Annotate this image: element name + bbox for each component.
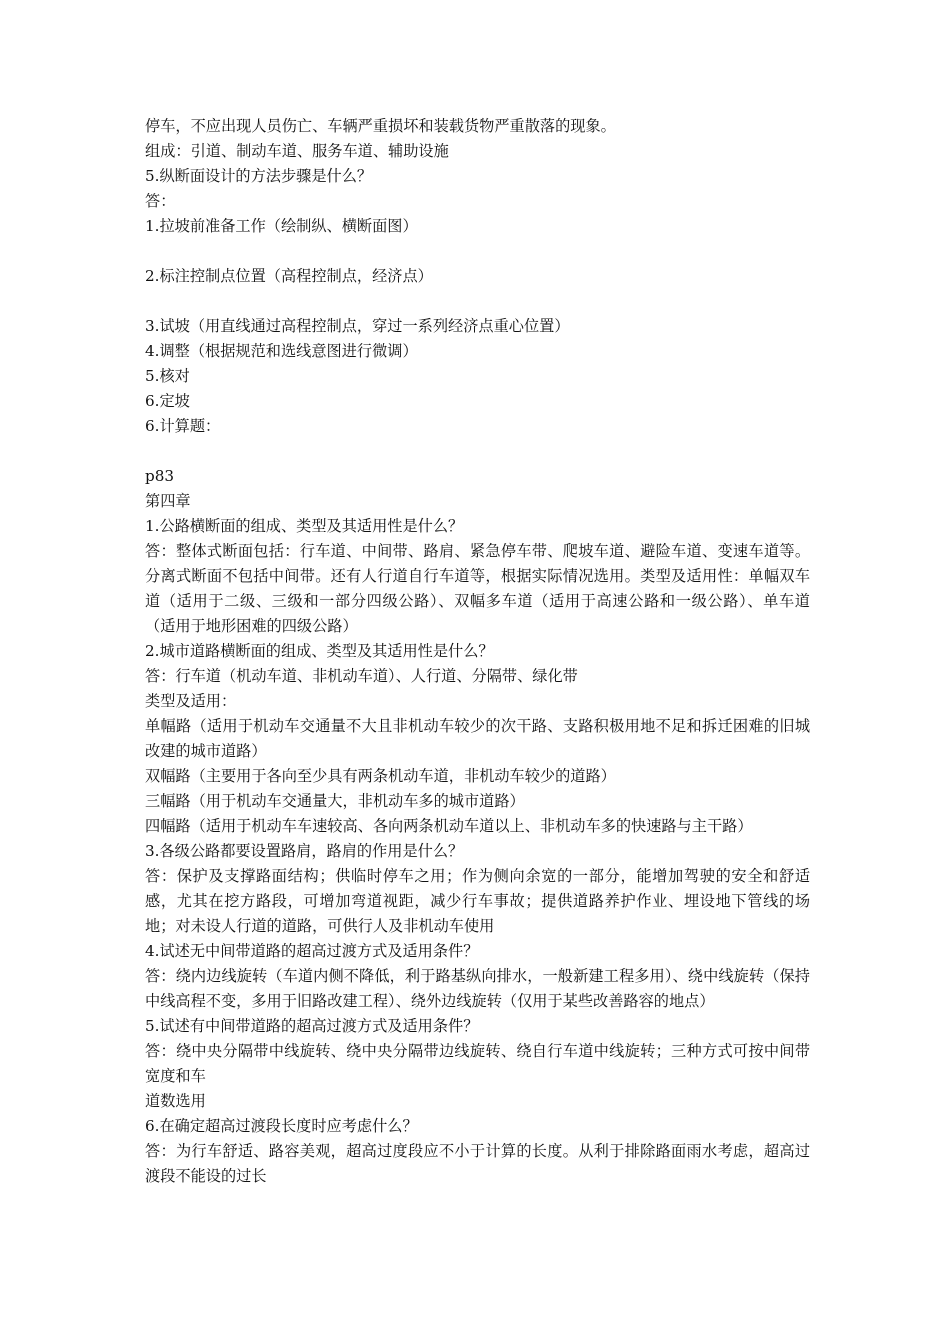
blank-line <box>145 439 810 464</box>
question-heading: 3.各级公路都要设置路肩，路肩的作用是什么？ <box>145 842 464 860</box>
text-line: 道数选用 <box>145 1092 206 1110</box>
page-reference: p83 <box>145 467 175 485</box>
step-item: 2.标注控制点位置（高程控制点，经济点） <box>145 267 433 285</box>
step-item: 5.核对 <box>145 367 190 385</box>
blank-line <box>145 289 810 314</box>
text-line: 四幅路（适用于机动车车速较高、各向两条机动车道以上、非机动车多的快速路与主干路） <box>145 817 753 835</box>
question-heading: 6.计算题： <box>145 417 221 435</box>
text-line: 类型及适用： <box>145 692 237 710</box>
document-page <box>145 114 810 1189</box>
step-item: 3.试坡（用直线通过高程控制点，穿过一系列经济点重心位置） <box>145 317 570 335</box>
question-heading: 6.在确定超高过渡段长度时应考虑什么？ <box>145 1117 418 1135</box>
chapter-heading: 第四章 <box>145 492 191 510</box>
text-paragraph: 单幅路（适用于机动车交通量不大且非机动车较少的次干路、支路积极用地不足和拆迁困难的旧城改建的城市道路） <box>145 717 810 760</box>
text-line: 三幅路（用于机动车交通量大，非机动车多的城市道路） <box>145 792 525 810</box>
question-heading: 1.公路横断面的组成、类型及其适用性是什么？ <box>145 517 464 535</box>
question-heading: 4.试述无中间带道路的超高过渡方式及适用条件？ <box>145 942 479 960</box>
step-item: 1.拉坡前准备工作（绘制纵、横断面图） <box>145 217 418 235</box>
answer-paragraph: 答：行车道（机动车道、非机动车道）、人行道、分隔带、绿化带 <box>145 667 578 685</box>
text-line: 双幅路（主要用于各向至少具有两条机动车道，非机动车较少的道路） <box>145 767 616 785</box>
answer-paragraph: 答：整体式断面包括：行车道、中间带、路肩、紧急停车带、爬坡车道、避险车道、变速车道等。分离式断面不包括中间带。还有人行道自行车道等，根据实际情况选用。类型及适用性：单幅双车道（适用于二级、三级和一部分四级公路）、双幅多车道（适用于高速公路和一级公路）、单车道（适用于地形困难的四级公路） <box>145 542 810 635</box>
answer-paragraph: 答：绕内边线旋转（车道内侧不降低，利于路基纵向排水，一般新建工程多用）、绕中线旋转（保持中线高程不变，多用于旧路改建工程）、绕外边线旋转（仅用于某些改善路容的地点） <box>145 967 810 1010</box>
question-heading: 5.纵断面设计的方法步骤是什么？ <box>145 167 373 185</box>
question-heading: 2.城市道路横断面的组成、类型及其适用性是什么？ <box>145 642 494 660</box>
answer-label: 答： <box>145 192 176 210</box>
question-heading: 5.试述有中间带道路的超高过渡方式及适用条件？ <box>145 1017 479 1035</box>
answer-paragraph: 答：为行车舒适、路容美观，超高过度段应不小于计算的长度。从利于排除路面雨水考虑，超高过渡段不能设的过长 <box>145 1142 810 1185</box>
step-item: 4.调整（根据规范和选线意图进行微调） <box>145 342 418 360</box>
answer-paragraph: 答：绕中央分隔带中线旋转、绕中央分隔带边线旋转、绕自行车道中线旋转；三种方式可按中间带宽度和车 <box>145 1042 810 1085</box>
step-item: 6.定坡 <box>145 392 190 410</box>
answer-paragraph: 答：保护及支撑路面结构；供临时停车之用；作为侧向余宽的一部分，能增加驾驶的安全和舒适感，尤其在挖方路段，可增加弯道视距，减少行车事故；提供道路养护作业、埋设地下管线的场地；对未设人行道的道路，可供行人及非机动车使用 <box>145 867 810 935</box>
text-line: 组成：引道、制动车道、服务车道、辅助设施 <box>145 142 449 160</box>
blank-line <box>145 239 810 264</box>
text-line: 停车，不应出现人员伤亡、车辆严重损坏和装载货物严重散落的现象。 <box>145 117 616 135</box>
